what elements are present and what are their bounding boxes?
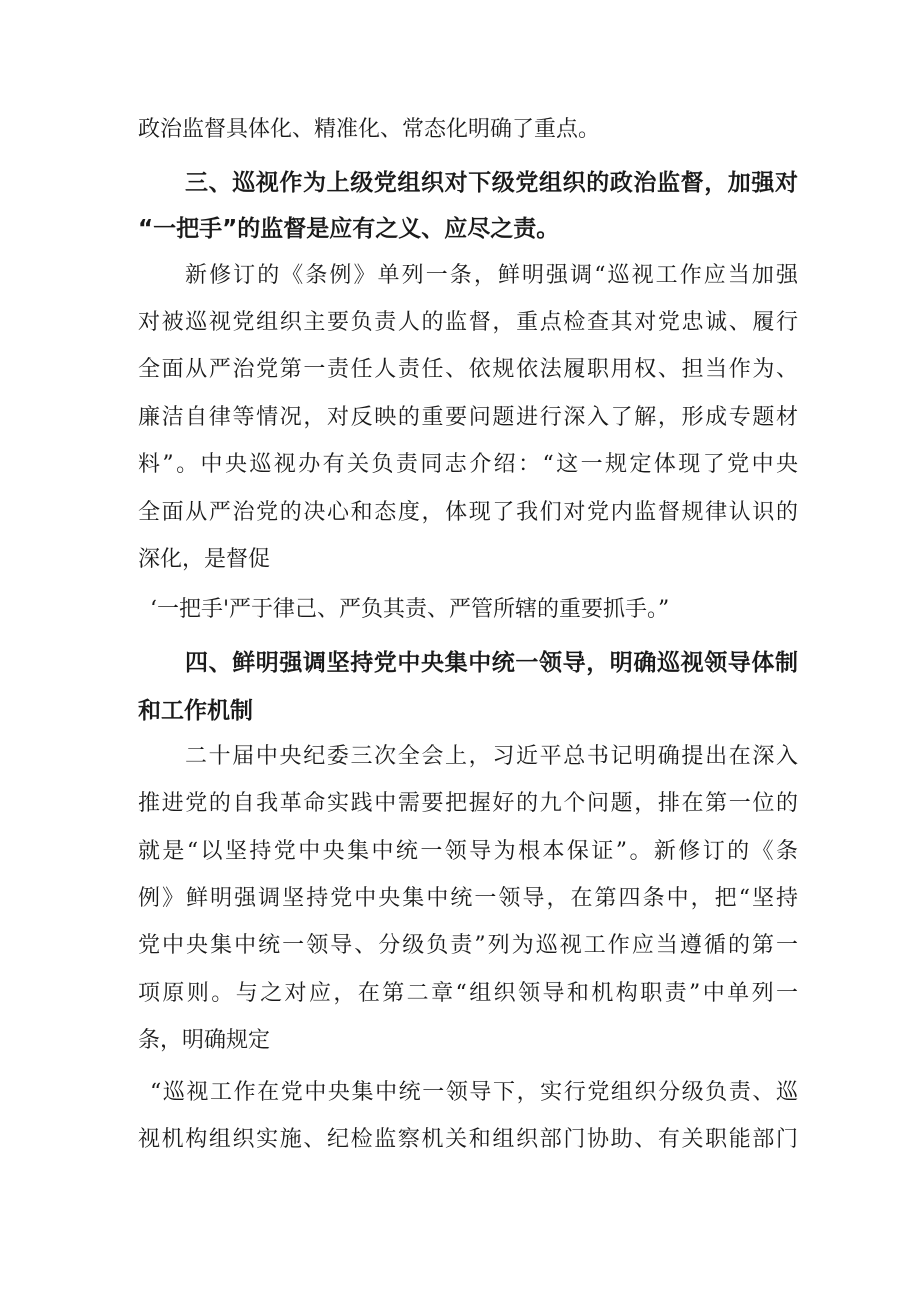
paragraph-line: “巡视工作在党中央集中统一领导下，实行党组织分级负责、巡: [150, 1080, 798, 1105]
section-heading-4-continued: 和工作机制: [138, 698, 253, 724]
paragraph-line: 项原则。与之对应，在第二章“组织领导和机构职责”中单列一: [138, 981, 798, 1006]
paragraph-line: 新修订的《条例》单列一条，鲜明强调“巡视工作应当加强: [185, 263, 798, 288]
paragraph-line: 深化，是督促: [138, 547, 271, 572]
paragraph-line: 例》鲜明强调坚持党中央集中统一领导，在第四条中，把“坚持: [138, 886, 798, 911]
paragraph-line: 对被巡视党组织主要负责人的监督，重点检查其对党忠诚、履行: [138, 310, 798, 335]
paragraph-line: 廉洁自律等情况，对反映的重要问题进行深入了解，形成专题材: [138, 405, 798, 430]
section-heading-4: 四、鲜明强调坚持党中央集中统一领导，明确巡视领导体制: [185, 650, 798, 676]
paragraph-line: 就是“以坚持党中央集中统一领导为根本保证”。新修订的《条: [138, 839, 798, 864]
paragraph-line: 全面从严治党的决心和态度，体现了我们对党内监督规律认识的: [138, 500, 798, 525]
paragraph-line: 政治监督具体化、精准化、常态化明确了重点。: [138, 117, 601, 142]
paragraph-line: 料”。中央巡视办有关负责同志介绍：“这一规定体现了党中央: [138, 452, 798, 477]
paragraph-line: 党中央集中统一领导、分级负责”列为巡视工作应当遵循的第一: [138, 933, 798, 958]
section-heading-3: 三、巡视作为上级党组织对下级党组织的政治监督，加强对: [185, 170, 798, 196]
paragraph-line: ‘一把手'严于律己、严负其责、严管所辖的重要抓手。”: [150, 597, 670, 622]
paragraph-line: 视机构组织实施、纪检监察机关和组织部门协助、有关职能部门: [138, 1127, 798, 1152]
paragraph-line: 二十届中央纪委三次全会上，习近平总书记明确提出在深入: [185, 744, 798, 769]
paragraph-line: 推进党的自我革命实践中需要把握好的九个问题，排在第一位的: [138, 791, 798, 816]
paragraph-line: 条，明确规定: [138, 1028, 271, 1053]
section-heading-3-continued: “一把手”的监督是应有之义、应尽之责。: [138, 216, 560, 242]
paragraph-line: 全面从严治党第一责任人责任、依规依法履职用权、担当作为、: [138, 357, 798, 382]
